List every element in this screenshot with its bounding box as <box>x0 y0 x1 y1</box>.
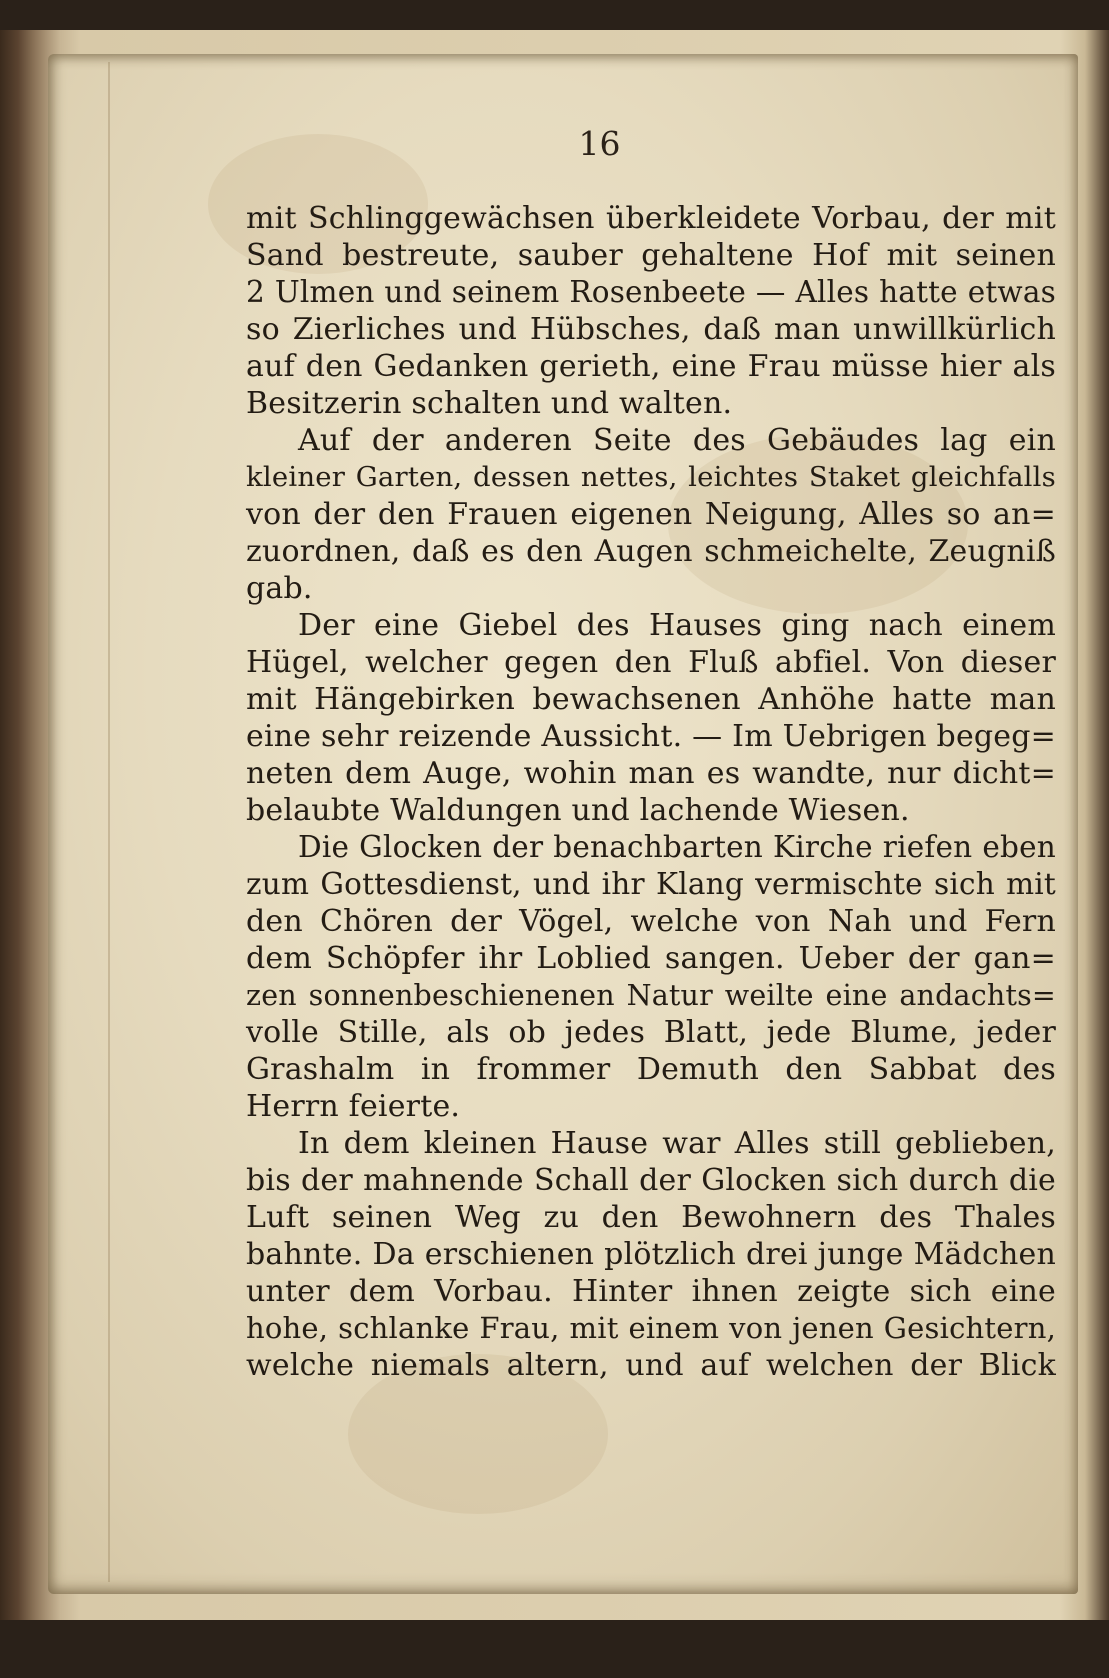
text-line: mit Schlinggewächsen überkleidete Vorbau, der mit <box>246 201 1056 236</box>
text-line: Der eine Giebel des Hauses ging nach einem <box>298 608 1056 643</box>
text-line: In dem kleinen Hause war Alles still geblieben, <box>298 1126 1056 1161</box>
text-line: den Chören der Vögel, welche von Nah und Fern <box>246 904 1056 939</box>
text-line: auf den Gedanken gerieth, eine Frau müsse hier als <box>246 349 1056 384</box>
text-line: kleiner Garten, dessen nettes, leichtes Staket gleichfalls <box>246 461 1056 493</box>
text-line: hohe, schlanke Frau, mit einem von jenen Gesichtern, <box>246 1311 1056 1345</box>
text-line: zen sonnenbeschienenen Natur weilte eine andachts= <box>246 979 1056 1012</box>
text-line: zuordnen, daß es den Augen schmeichelte, Zeugniß <box>246 534 1056 569</box>
body-text <box>246 200 1056 1384</box>
text-line: dem Schöpfer ihr Loblied sangen. Ueber der gan= <box>246 941 1056 976</box>
page-number: 16 <box>578 124 621 163</box>
text-line: mit Hängebirken bewachsenen Anhöhe hatte man <box>246 682 1056 717</box>
text-line: Besitzerin schalten und walten. <box>246 386 733 421</box>
text-line: Luft seinen Weg zu den Bewohnern des Thales <box>246 1200 1056 1235</box>
text-line: Herrn feierte. <box>246 1089 461 1124</box>
text-line: so Zierliches und Hübsches, daß man unwillkürlich <box>246 312 1056 347</box>
text-line: belaubte Waldungen und lachende Wiesen. <box>246 793 910 828</box>
text-line: von der den Frauen eigenen Neigung, Alles so an= <box>246 497 1056 532</box>
text-line: zum Gottesdienst, und ihr Klang vermischte sich mit <box>246 867 1056 901</box>
text-line: 2 Ulmen und seinem Rosenbeete — Alles hatte etwas <box>246 275 1056 309</box>
text-line: Hügel, welcher gegen den Fluß abfiel. Von dieser <box>246 645 1056 680</box>
text-line: bahnte. Da erschienen plötzlich drei junge Mädchen <box>246 1237 1056 1272</box>
page-edge-rule <box>108 62 110 1582</box>
text-line: Auf der anderen Seite des Gebäudes lag ein <box>298 423 1056 458</box>
text-line: bis der mahnende Schall der Glocken sich durch die <box>246 1163 1056 1198</box>
text-line: Grashalm in frommer Demuth den Sabbat des <box>246 1052 1056 1087</box>
text-line: volle Stille, als ob jedes Blatt, jede Blume, jeder <box>246 1015 1056 1050</box>
text-line: unter dem Vorbau. Hinter ihnen zeigte sich eine <box>246 1274 1056 1309</box>
text-line: neten dem Auge, wohin man es wandte, nur dicht= <box>246 756 1056 791</box>
text-line: welche niemals altern, und auf welchen der Blick <box>246 1348 1056 1383</box>
text-line: gab. <box>246 571 313 606</box>
text-line: Sand bestreute, sauber gehaltene Hof mit seinen <box>246 238 1056 273</box>
text-line: eine sehr reizende Aussicht. — Im Uebrigen begeg= <box>246 719 1056 754</box>
text-line: Die Glocken der benachbarten Kirche riefen eben <box>298 830 1056 864</box>
